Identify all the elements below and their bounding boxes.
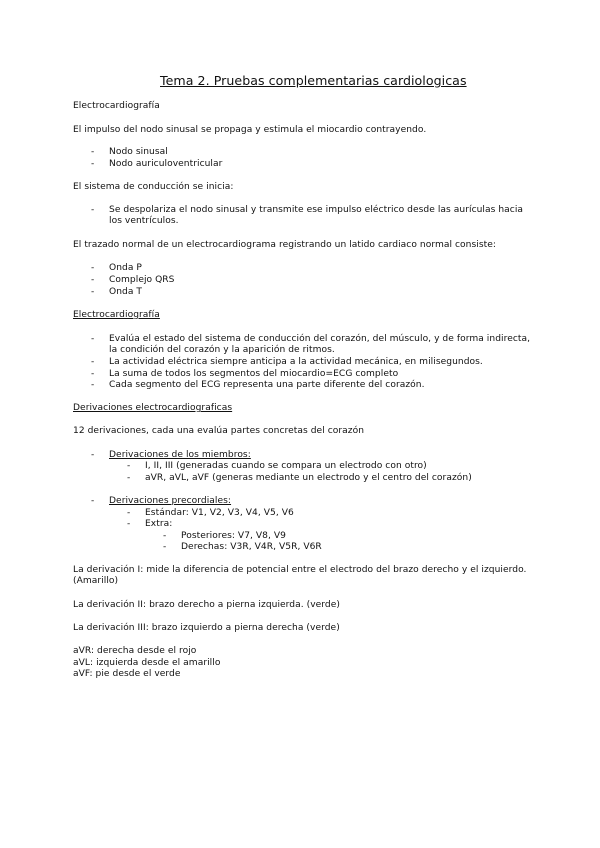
bullet-dash: -	[163, 531, 167, 541]
precordial-extra-item-1: Posteriores: V7, V8, V9	[181, 531, 287, 541]
list-item-3: Se despolariza el nodo sinusal y transmite ese impulso eléctrico desde las aurículas hacia los ventrículos.	[109, 205, 524, 226]
paragraph-3: El trazado normal de un electrocardiograma registrando un latido cardiaco normal consiste:	[73, 240, 497, 250]
bullet-dash: -	[91, 334, 95, 344]
list-item-actividad: La actividad eléctrica siempre anticipa a la actividad mecánica, en milisegundos.	[109, 357, 483, 367]
paragraph-7: La derivación III: brazo izquierdo a pierna derecha (verde)	[73, 623, 340, 633]
bullet-dash: -	[127, 473, 131, 483]
paragraph-6: La derivación II: brazo derecho a pierna izquierda. (verde)	[73, 600, 341, 610]
list-item-segmento: Cada segmento del ECG representa una parte diferente del corazón.	[109, 380, 425, 390]
bullet-dash: -	[91, 380, 95, 390]
list-item-1: Nodo sinusal	[109, 147, 168, 157]
list-item-evalua: Evalúa el estado del sistema de conducción del corazón, del músculo, y de forma indirecta, la condición del corazón y la aparición de ritmos.	[109, 334, 531, 355]
bullet-dash: -	[91, 450, 95, 460]
section-heading-2: Electrocardiografía	[73, 310, 160, 320]
bullet-dash: -	[91, 357, 95, 367]
bullet-dash: -	[91, 287, 95, 297]
paragraph-4: 12 derivaciones, cada una evalúa partes concretas del corazón	[73, 426, 365, 436]
section-heading-1: Electrocardiografía	[73, 101, 160, 111]
bullet-dash: -	[91, 496, 95, 506]
list-item-2: Nodo auriculoventricular	[109, 159, 223, 169]
section-heading-3: Derivaciones electrocardiograficas	[73, 403, 233, 413]
bullet-dash: -	[91, 275, 95, 285]
paragraph-1: El impulso del nodo sinusal se propaga y estimula el miocardio contrayendo.	[73, 125, 427, 135]
list-item-onda-p: Onda P	[109, 263, 142, 273]
bullet-dash: -	[91, 159, 95, 169]
bullet-dash: -	[163, 542, 167, 552]
limb-heading: Derivaciones de los miembros:	[109, 450, 251, 460]
precordial-standard: Estándar: V1, V2, V3, V4, V5, V6	[145, 508, 294, 518]
bullet-dash: -	[127, 519, 131, 529]
list-item-onda-t: Onda T	[109, 287, 143, 297]
limb-item-2: aVR, aVL, aVF (generas mediante un electrodo y el centro del corazón)	[145, 473, 472, 483]
augmented-avf: aVF: pie desde el verde	[73, 669, 181, 679]
bullet-dash: -	[127, 461, 131, 471]
augmented-avl: aVL: izquierda desde el amarillo	[73, 658, 221, 668]
bullet-dash: -	[91, 263, 95, 273]
list-item-qrs: Complejo QRS	[109, 275, 175, 285]
augmented-avr: aVR: derecha desde el rojo	[73, 646, 197, 656]
precordial-extra: Extra:	[145, 519, 173, 529]
title: Tema 2. Pruebas complementarias cardiologicas	[160, 73, 467, 88]
bullet-dash: -	[127, 508, 131, 518]
paragraph-5: La derivación I: mide la diferencia de potencial entre el electrodo del brazo derecho y el izquierdo. (Amarillo)	[73, 565, 527, 586]
precordial-extra-item-2: Derechas: V3R, V4R, V5R, V6R	[181, 542, 322, 552]
bullet-dash: -	[91, 205, 95, 215]
bullet-dash: -	[91, 147, 95, 157]
list-item-suma: La suma de todos los segmentos del miocardio=ECG completo	[109, 369, 399, 379]
paragraph-2: El sistema de conducción se inicia:	[73, 182, 234, 192]
limb-item-1: I, II, III (generadas cuando se compara un electrodo con otro)	[145, 461, 427, 471]
bullet-dash: -	[91, 369, 95, 379]
precordial-heading: Derivaciones precordiales:	[109, 496, 232, 506]
